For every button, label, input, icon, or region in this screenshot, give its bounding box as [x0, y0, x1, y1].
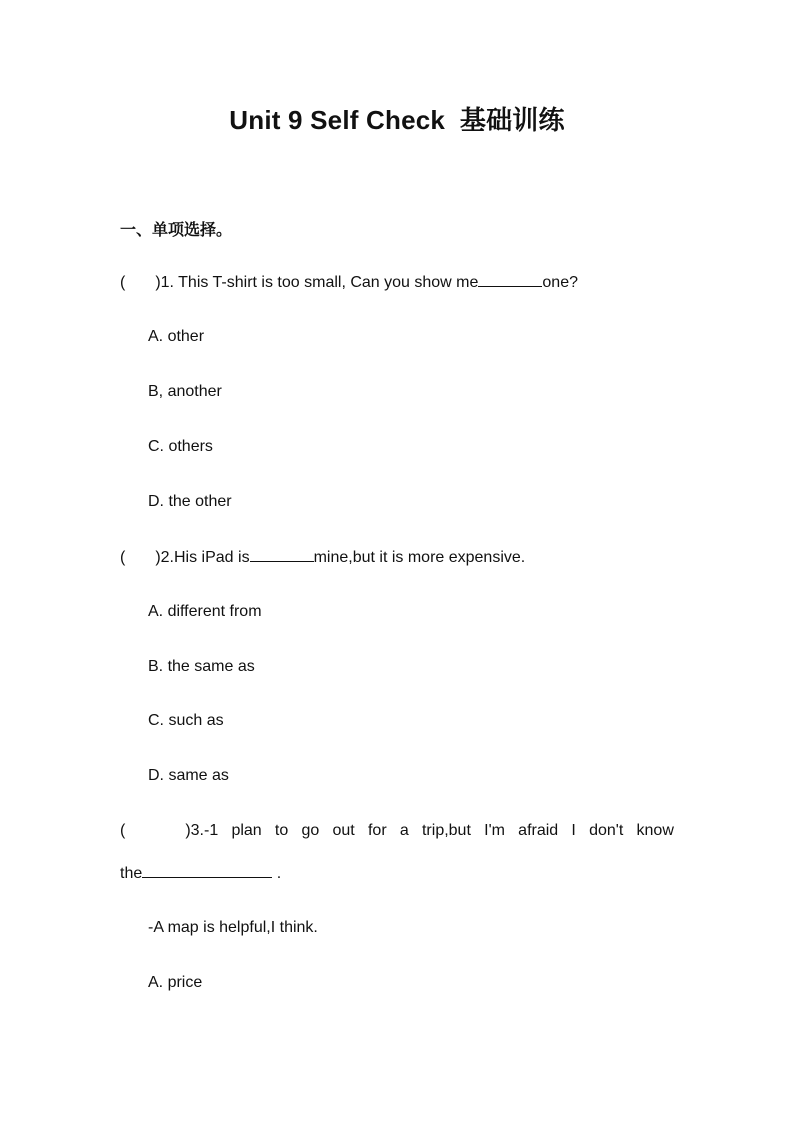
question-word: a: [399, 822, 409, 839]
question-text: )1. This T-shirt is too small, Can you show me: [155, 274, 479, 291]
question-1: [120, 272, 578, 293]
question-word: don't: [589, 822, 624, 839]
fill-blank[interactable]: [250, 547, 314, 562]
question-text: the: [120, 865, 143, 882]
option-c: C. such as: [148, 712, 224, 729]
question-word: out: [332, 822, 355, 839]
answer-paren-open: (: [120, 274, 126, 291]
question-text-after: one?: [542, 274, 578, 291]
answer-paren-open: (: [120, 549, 126, 566]
question-3: [120, 821, 674, 841]
question-word: I'm: [484, 822, 505, 839]
option-d: D. same as: [148, 767, 229, 784]
answer-paren-open: ( )3.-1: [120, 822, 219, 839]
option-b: B. the same as: [148, 658, 255, 675]
option-c: C. others: [148, 438, 213, 455]
question-word: know: [636, 822, 674, 839]
dialogue-reply: -A map is helpful,I think.: [148, 919, 318, 936]
question-word: I: [571, 822, 576, 839]
question-word: to: [274, 822, 289, 839]
option-a: A. different from: [148, 603, 262, 620]
question-word: trip,but: [421, 822, 471, 839]
section-heading: 一、单项选择。: [120, 220, 233, 239]
question-text: )2.His iPad is: [155, 549, 250, 566]
option-a: A. other: [148, 328, 205, 345]
question-word: afraid: [518, 822, 559, 839]
option-a: A. price: [148, 974, 203, 991]
question-text-after: .: [272, 865, 282, 882]
fill-blank[interactable]: [478, 272, 542, 287]
option-b: B, another: [148, 383, 222, 400]
question-2: [120, 547, 525, 568]
page-title: Unit 9 Self Check 基础训练: [229, 105, 565, 135]
option-d: D. the other: [148, 493, 232, 510]
question-word: for: [367, 822, 387, 839]
question-word: plan: [231, 822, 262, 839]
fill-blank[interactable]: [142, 863, 272, 878]
question-text-after: mine,but it is more expensive.: [313, 549, 526, 566]
question-word: go: [301, 822, 320, 839]
question-3-continued: [120, 863, 281, 884]
